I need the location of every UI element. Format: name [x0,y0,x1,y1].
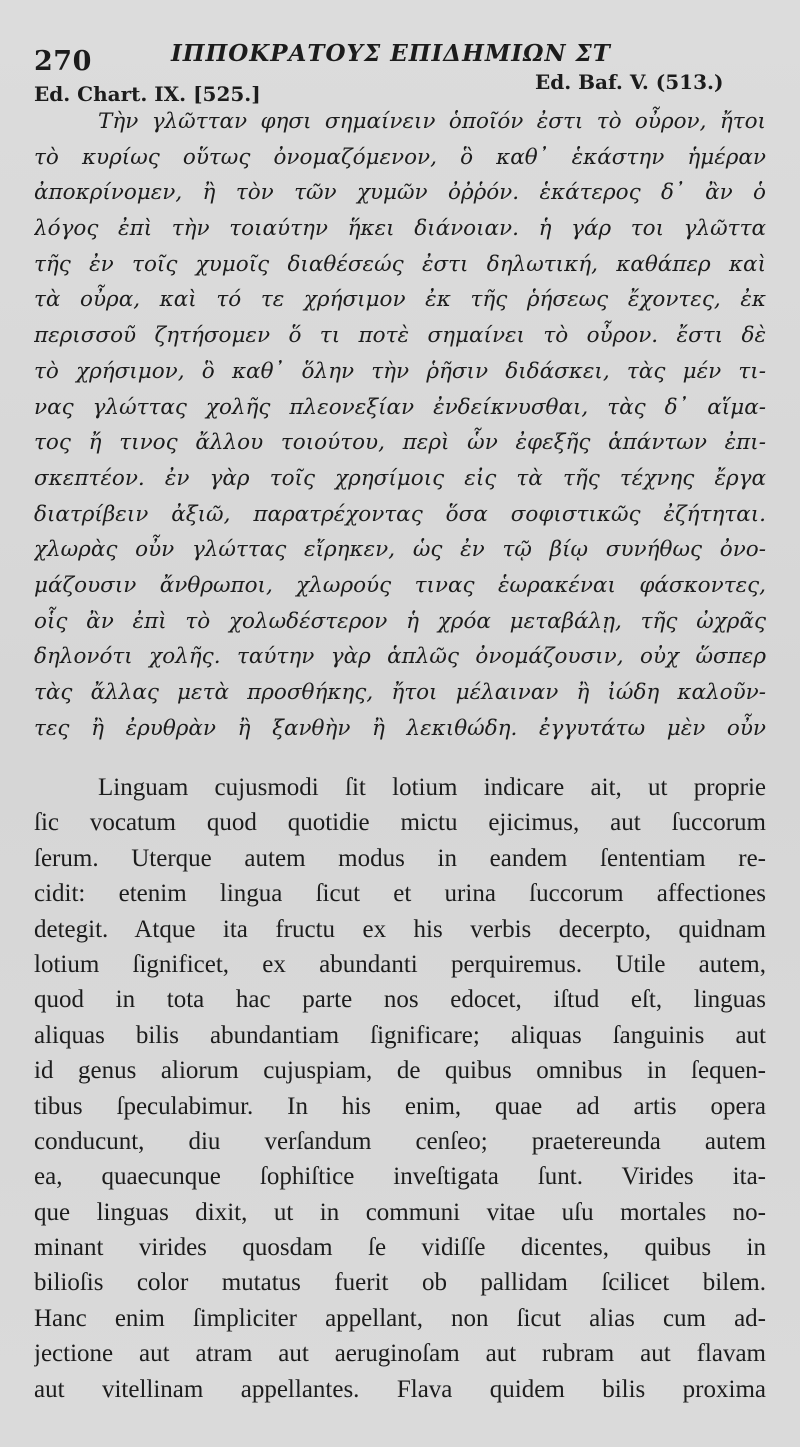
greek-text-line: Τὴν γλῶτταν φησι σημαίνειν ὁποῖόν ἐστι τὸ οὖρον, ἤτοι [98,109,766,134]
latin-text-line: lotium ſignificet, ex abundanti perquiremus. Utile autem, [34,950,766,978]
greek-text-line: δηλονότι χολῆς. ταύτην γὰρ ἁπλῶς ὀνομάζουσιν, οὐχ ὥσπερ [34,644,766,670]
latin-text-line: quod in tota hac parte nos edocet, iſtud eſt, linguas [34,986,766,1014]
greek-text-line: οἷς ἂν ἐπὶ τὸ χολωδέστερον ἡ χρόα μεταβάλῃ, τῆς ὠχρᾶς [34,608,766,634]
greek-text-line: τος ἤ τινος ἄλλου τοιούτου, περὶ ὧν ἐφεξῆς ἁπάντων ἐπι- [34,430,766,456]
latin-text-line: ſic vocatum quod quotidie mictu ejicimus, aut ſuccorum [34,809,766,837]
greek-text-block [34,104,766,746]
page-number: 270 [34,46,92,77]
latin-text-line: Hanc enim ſimpliciter appellant, non ſicut alias cum ad- [34,1304,766,1332]
latin-text-line: ea, quaecunque ſophiſtice inveſtigata ſunt. Virides ita- [34,1163,766,1191]
latin-text-line: minant virides quosdam ſe vidiſſe dicentes, quibus in [34,1234,766,1262]
greek-text-line: τὰς ἄλλας μετὰ προσθήκης, ἤτοι μέλαιναν ἢ ἰώδη καλοῦν- [34,680,766,705]
edition-reference-left: Ed. Chart. IX. [525.] [34,82,261,106]
greek-text-line: μάζουσιν ἄνθρωποι, χλωρούς τινας ἑωρακέναι φάσκοντες, [34,572,766,598]
latin-text-line: aliquas bilis abundantiam ſignificare; aliquas ſanguinis aut [34,1021,766,1049]
greek-text-line: διατρίβειν ἀξιῶ, παρατρέχοντας ὅσα σοφιστικῶς ἐζήτηται. [34,501,766,527]
latin-text-line: jectione aut atram aut aeruginoſam aut rubram aut flavam [34,1340,766,1368]
greek-text-line: τες ἢ ἐρυθρὰν ἢ ξανθὴν ἢ λεκιθώδη. ἐγγυτάτω μὲν οὖν [34,715,766,741]
latin-text-line: ſerum. Uterque autem modus in eandem ſententiam re- [34,844,766,872]
greek-text-line: τὰ οὖρα, καὶ τό τε χρήσιμον ἐκ τῆς ῥήσεως ἔχοντες, ἐκ [34,287,766,313]
greek-text-line: σκεπτέον. ἐν γὰρ τοῖς χρησίμοις εἰς τὰ τῆς τέχνης ἔργα [34,465,766,491]
greek-text-line: τῆς ἐν τοῖς χυμοῖς διαθέσεώς ἐστι δηλωτική, καθάπερ καὶ [34,251,766,277]
latin-text-line: aut vitellinam appellantes. Flava quidem bilis proxima [34,1375,766,1403]
latin-text-block [34,770,766,1407]
latin-text-line: detegit. Atque ita fructu ex his verbis decerpto, quidnam [34,915,766,943]
greek-text-line: νας γλώττας χολῆς πλεονεξίαν ἐνδείκνυσθαι, τὰς δ᾽ αἵμα- [34,394,766,420]
latin-text-line: Linguam cujusmodi ſit lotium indicare ait, ut proprie [98,774,766,801]
latin-text-line: bilioſis color mutatus fuerit ob pallidam ſcilicet bilem. [34,1269,766,1297]
greek-text-line: τὸ κυρίως οὕτως ὀνομαζόμενον, ὃ καθ᾽ ἑκάστην ἡμέραν [34,144,766,170]
greek-text-line: χλωρὰς οὖν γλώττας εἴρηκεν, ὡς ἐν τῷ βίῳ συνήθως ὀνο- [34,537,766,563]
edition-reference-right: Ed. Baf. V. (513.) [535,70,724,94]
greek-text-line: λόγος ἐπὶ τὴν τοιαύτην ἥκει διάνοιαν. ἡ γάρ τοι γλῶττα [34,216,766,242]
greek-text-line: περισσοῦ ζητήσομεν ὅ τι ποτὲ σημαίνει τὸ οὖρον. ἔστι δὲ [34,323,766,349]
greek-text-line: ἀποκρίνομεν, ἢ τὸν τῶν χυμῶν ὀῤῥόν. ἑκάτερος δ᾽ ἂν ὁ [34,180,766,206]
greek-text-line: τὸ χρήσιμον, ὃ καθ᾽ ὅλην τὴν ῥῆσιν διδάσκει, τὰς μέν τι- [34,358,766,384]
latin-text-line: id genus aliorum cujuspiam, de quibus omnibus in ſequen- [34,1057,766,1085]
latin-text-line: que linguas dixit, ut in communi vitae uſu mortales no- [34,1198,766,1226]
latin-text-line: conducunt, diu verſandum cenſeo; praetereunda autem [34,1127,766,1155]
latin-text-line: cidit: etenim lingua ſicut et urina ſuccorum affectiones [34,880,766,908]
latin-text-line: tibus ſpeculabimur. In his enim, quae ad artis opera [34,1092,766,1120]
page-header [34,34,774,77]
running-title: ΙΠΠΟΚΡΑΤΟΥΣ ΕΠΙΔΗΜΙΩΝ ΣΤ [171,40,611,67]
